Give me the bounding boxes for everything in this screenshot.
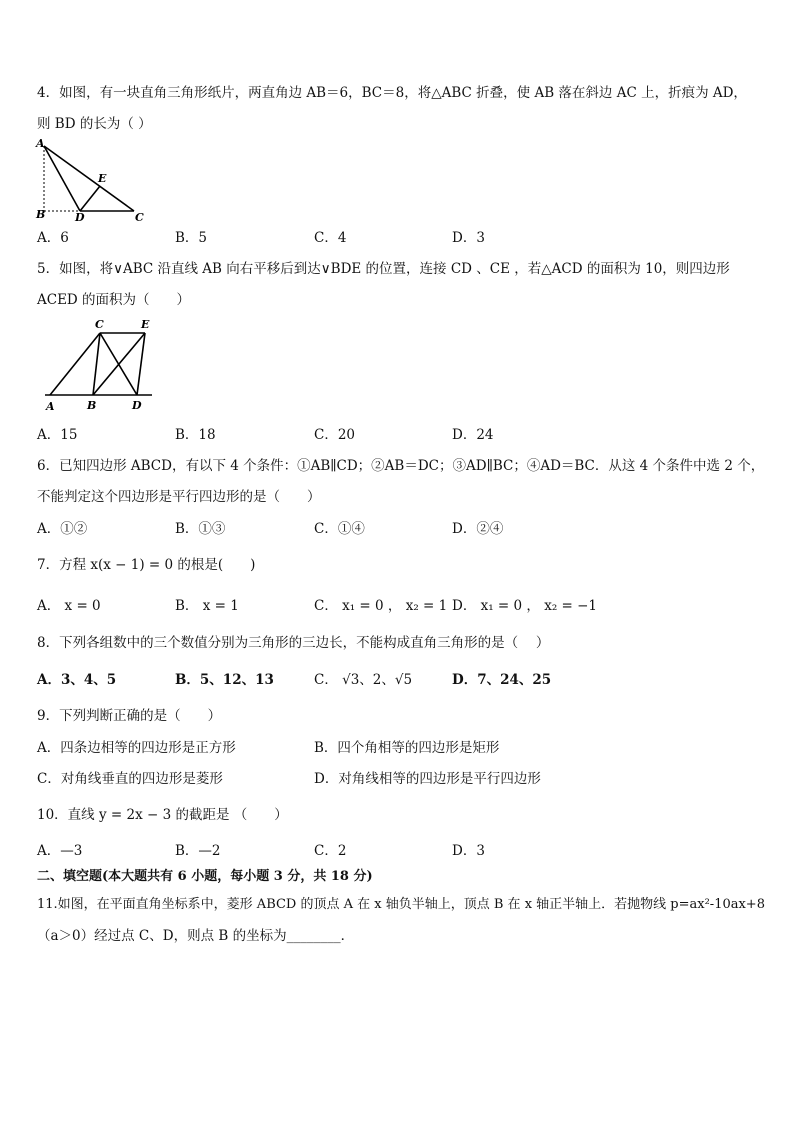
q4-option-a: A．6 <box>37 230 69 246</box>
q11-line1: 11.如图，在平面直角坐标系中，菱形 ABCD 的顶点 A 在 x 轴负半轴上，顶点 B 在 x 轴正半轴上．若抛物线 p=ax²-10ax+8 <box>37 897 765 912</box>
q4-label-e: E <box>98 172 107 185</box>
q5-label-d: D <box>132 399 142 412</box>
q4-figure <box>34 138 154 224</box>
q4-label-c: C <box>135 211 144 224</box>
q5-line1: 5．如图，将∨ABC 沿直线 AB 向右平移后到达∨BDE 的位置，连接 CD 、CE ，若△ACD 的面积为 10，则四边形 <box>37 261 730 277</box>
q6-option-b: B．①③ <box>175 521 226 537</box>
q4-line1: 4．如图，有一块直角三角形纸片，两直角边 AB＝6，BC＝8，将△ABC 折叠，使 AB 落在斜边 AC 上，折痕为 AD， <box>37 85 747 101</box>
q4-label-b: B <box>36 208 46 221</box>
q6-option-a: A．①② <box>37 521 88 537</box>
q5-label-c: C <box>95 318 104 331</box>
q9-line1: 9．下列判断正确的是（ ） <box>37 708 222 724</box>
q5-figure <box>40 315 160 415</box>
q6-option-d: D．②④ <box>452 521 504 537</box>
q4-option-c: C．4 <box>314 230 347 246</box>
q6-line1: 6．已知四边形 ABCD，有以下 4 个条件：①AB∥CD；②AB＝DC；③AD∥BC；④AD＝BC．从这 4 个条件中选 2 个， <box>37 458 765 474</box>
q6-line2: 不能判定这个四边形是平行四边形的是（ ） <box>37 489 321 505</box>
q8-line1: 8．下列各组数中的三个数值分别为三角形的三边长，不能构成直角三角形的是（ ） <box>37 635 550 651</box>
section-fill-in-heading: 二、填空题(本大题共有 6 小题，每小题 3 分，共 18 分) <box>37 869 373 884</box>
q7-option-c: C． x₁ = 0 ， x₂ = 1 <box>314 598 448 614</box>
q5-line2: ACED 的面积为（ ） <box>37 292 191 308</box>
q4-line2: 则 BD 的长为（ ） <box>37 116 152 132</box>
q5-option-a: A．15 <box>37 427 78 443</box>
q5-option-b: B．18 <box>175 427 216 443</box>
q5-label-a: A <box>46 400 55 413</box>
q4-option-b: B．5 <box>175 230 208 246</box>
q10-line1: 10．直线 y = 2x − 3 的截距是 （ ） <box>37 807 288 823</box>
q8-option-a: A．3、4、5 <box>37 672 117 688</box>
q8-option-d: D．7、24、25 <box>452 672 552 688</box>
q6-option-c: C．①④ <box>314 521 365 537</box>
q10-option-c: C．2 <box>314 843 347 859</box>
q7-option-a: A． x = 0 <box>37 598 101 614</box>
q10-option-b: B．—2 <box>175 843 221 859</box>
q5-label-e: E <box>141 318 150 331</box>
q4-label-d: D <box>75 211 85 224</box>
q7-option-d: D． x₁ = 0 ， x₂ = −1 <box>452 598 598 614</box>
q5-option-d: D．24 <box>452 427 494 443</box>
q7-option-b: B． x = 1 <box>175 598 239 614</box>
q11-line2: （a＞0）经过点 C、D，则点 B 的坐标为________． <box>37 928 355 944</box>
q9-option-b: B．四个角相等的四边形是矩形 <box>314 740 500 756</box>
q8-option-c: C． √3、2、√5 <box>314 672 413 688</box>
q7-line1: 7．方程 x(x − 1) = 0 的根是( ) <box>37 557 256 573</box>
q10-option-a: A．—3 <box>37 843 83 859</box>
q10-option-d: D．3 <box>452 843 485 859</box>
q5-label-b: B <box>87 399 97 412</box>
q4-label-a: A <box>36 137 45 150</box>
q9-option-d: D．对角线相等的四边形是平行四边形 <box>314 771 541 787</box>
q8-option-b: B．5、12、13 <box>175 672 274 688</box>
q9-option-a: A．四条边相等的四边形是正方形 <box>37 740 236 756</box>
q4-option-d: D．3 <box>452 230 485 246</box>
q5-option-c: C．20 <box>314 427 356 443</box>
q9-option-c: C．对角线垂直的四边形是菱形 <box>37 771 223 787</box>
